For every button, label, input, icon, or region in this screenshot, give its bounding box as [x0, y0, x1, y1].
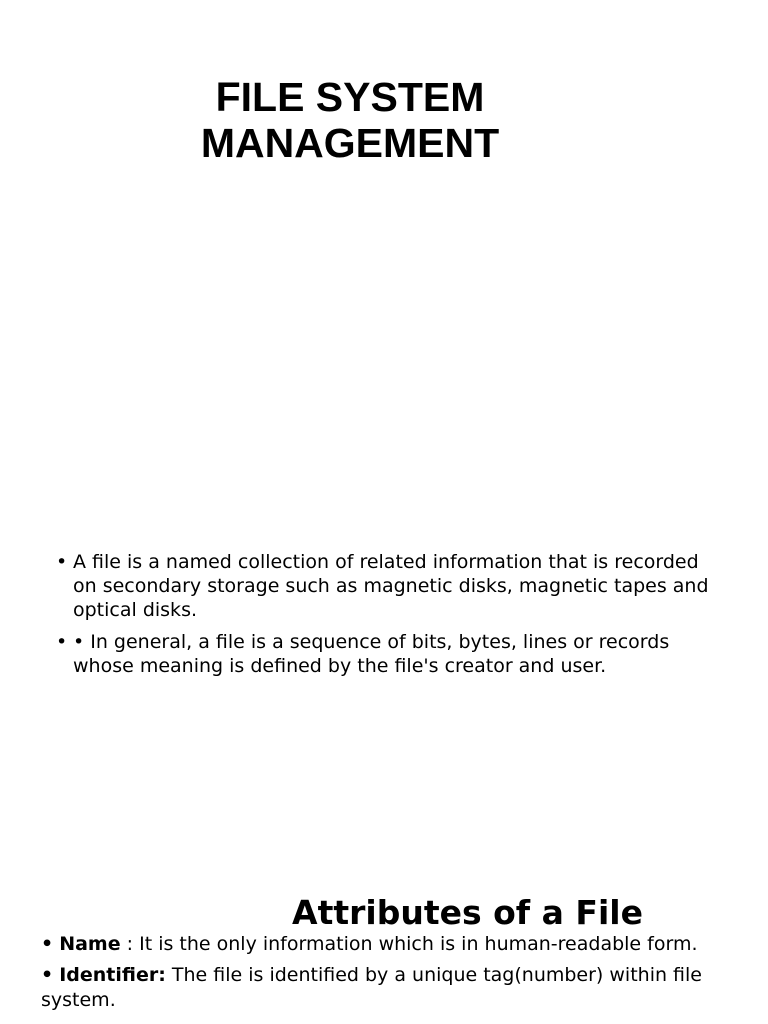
intro-bullet-list — [56, 550, 721, 686]
attribute-item-name — [41, 932, 731, 957]
bullet-text: A file is a named collection of related information that is recorded on secondary storage such as magnetic disks, magnetic tapes and optical disks. — [73, 551, 709, 621]
attribute-term: Name — [59, 933, 121, 955]
title-line-1: FILE SYSTEM — [215, 74, 485, 120]
bullet-text: • In general, a file is a sequence of bits, bytes, lines or records whose meaning is defined by the file's creator and user. — [73, 631, 670, 677]
attribute-term: Identifier: — [59, 964, 166, 986]
attribute-marker: • — [41, 964, 54, 986]
attribute-description: The file is identified by a unique tag(number) within file system. — [41, 964, 702, 1011]
document-title — [150, 74, 550, 166]
bullet-marker: • — [56, 631, 68, 653]
title-line-2: MANAGEMENT — [200, 120, 500, 166]
attribute-description: : It is the only information which is in human-readable form. — [120, 933, 698, 955]
bullet-item — [56, 630, 721, 678]
bullet-marker: • — [56, 551, 68, 573]
attributes-heading: Attributes of a File — [292, 893, 643, 932]
attribute-item-identifier — [41, 963, 731, 1013]
bullet-item — [56, 550, 721, 622]
attribute-marker: • — [41, 933, 54, 955]
attributes-list — [41, 932, 731, 1019]
